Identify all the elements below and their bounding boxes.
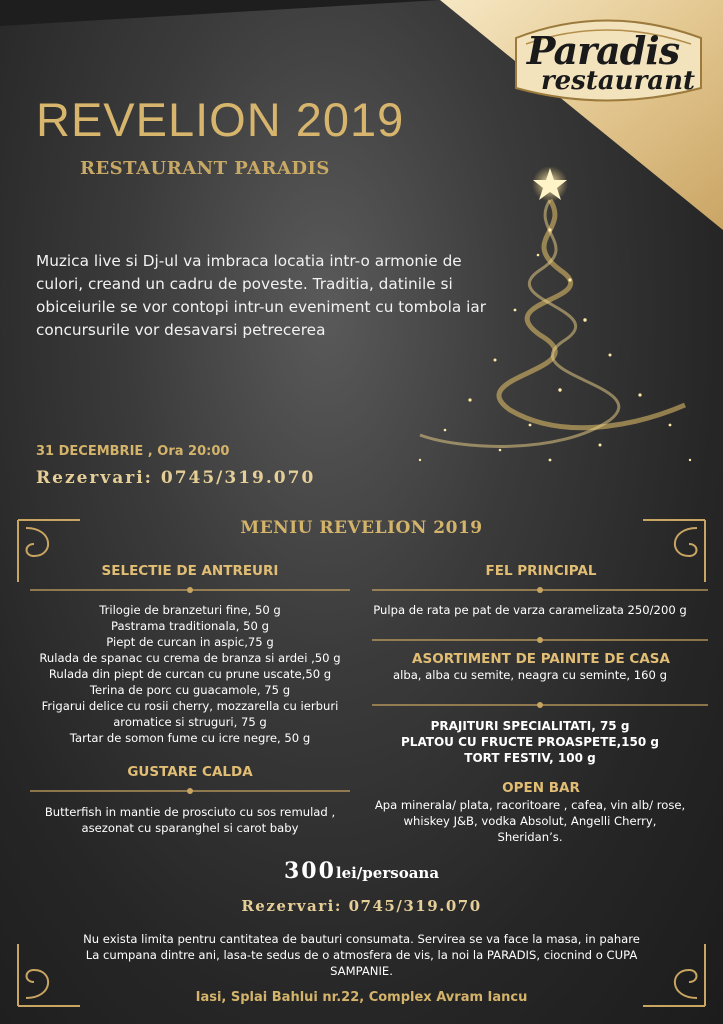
event-date: 31 DECEMBRIE , Ora 20:00 [36,444,230,459]
section-heading-warm: GUSTARE CALDA [127,764,253,780]
starters-list [20,602,360,746]
footer-note-line: La cumpana dintre ani, lasa-te sedus de o atmosfera de vis, la noi la PARADIS, ciocnind o CUPA [85,948,638,962]
list-item: Frigarui delice cu rosii cherry, mozzarella cu ierburi [41,699,339,713]
divider-icon [372,634,708,646]
event-title: REVELION 2019 [36,93,405,146]
desserts-list [360,718,700,766]
divider-icon [372,699,708,711]
list-item: Pastrama traditionala, 50 g [111,619,269,633]
price [0,858,723,884]
list-item: Sheridan’s. [497,830,563,844]
event-subtitle: RESTAURANT PARADIS [80,158,330,179]
divider-icon [30,785,350,797]
logo-title: Paradis [526,28,680,73]
reservation-phone-bottom: Rezervari: 0745/319.070 [241,897,482,915]
address: Iasi, Splai Bahlui nr.22, Complex Avram Iancu [195,990,528,1005]
list-item: Pulpa de rata pe pat de varza caramelizata 250/200 g [373,603,687,617]
list-item: TORT FESTIV, 100 g [464,751,596,765]
list-item: Butterfish in mantie de prosciuto cu sos remulad , [44,805,336,819]
section-heading-bread: ASORTIMENT DE PAINITE DE CASA [412,651,670,667]
list-item: asezonat cu sparanghel si carot baby [81,821,299,835]
list-item: Rulada din piept de curcan cu prune uscate,50 g [48,667,332,681]
main-list [360,602,700,618]
price-unit: lei/persoana [335,864,440,882]
bread-list [360,667,700,683]
list-item: Terina de porc cu guacamole, 75 g [89,683,291,697]
warm-list [20,804,360,836]
menu-title: MENIU REVELION 2019 [240,518,483,538]
list-item: PLATOU CU FRUCTE PROASPETE,150 g [401,735,659,749]
list-item: Tartar de somon fume cu icre negre, 50 g [69,731,311,745]
list-item: PRAJITURI SPECIALITATI, 75 g [430,719,630,733]
price-amount: 300 [283,858,336,884]
footer-note-line: SAMPANIE. [330,964,393,978]
list-item: aromatice si struguri, 75 g [113,715,267,729]
reservation-phone-top: Rezervari: 0745/319.070 [36,468,316,488]
footer-note [40,931,683,979]
list-item: Trilogie de branzeturi fine, 50 g [99,603,281,617]
list-item: whiskey J&B, vodka Absolut, Angelli Cherry, [403,814,657,828]
section-heading-main: FEL PRINCIPAL [485,563,597,579]
footer-note-line: Nu exista limita pentru cantitatea de bauturi consumata. Servirea se va face la masa, in pahare [83,932,640,946]
list-item: Rulada de spanac cu crema de branza si ardei ,50 g [39,651,341,665]
bar-list [360,797,700,845]
section-heading-bar: OPEN BAR [502,780,580,796]
event-intro: Muzica live si Dj-ul va imbraca locatia intr-o armonie de culori, creand un cadru de poveste. Traditia, datinile si obiceiurile se vor contopi intr-un eveniment cu tombola iar concursurile vor desavarsi petrecerea [36,252,487,339]
divider-icon [30,584,350,596]
list-item: Piept de curcan in aspic,75 g [106,635,274,649]
divider-icon [372,584,708,596]
list-item: alba, alba cu semite, neagra cu seminte, 160 g [393,668,667,682]
christmas-tree-icon [400,160,710,480]
logo-subtitle: restaurant [540,66,696,96]
restaurant-logo [498,0,723,110]
section-heading-starters: SELECTIE DE ANTREURI [101,563,279,579]
list-item: Apa minerala/ plata, racoritoare , cafea, vin alb/ rose, [374,798,686,812]
